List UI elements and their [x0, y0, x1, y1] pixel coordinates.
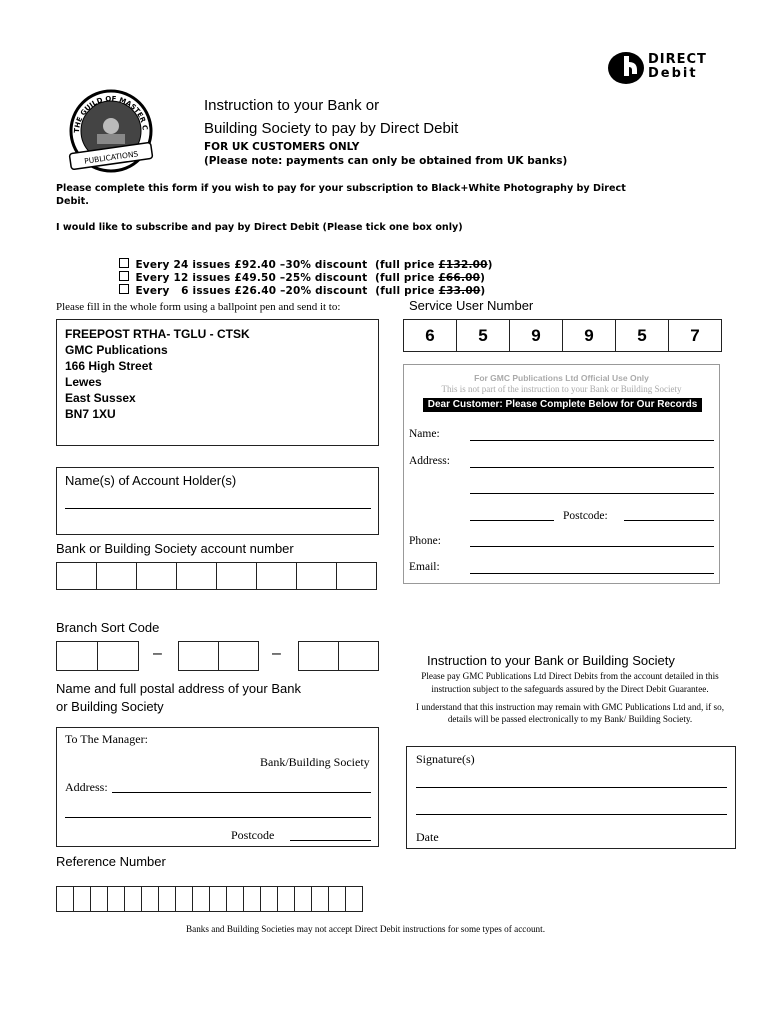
uk-note-text: (Please note: payments can only be obtained from UK banks): [204, 155, 568, 167]
reference-digit[interactable]: [311, 886, 329, 912]
sort-code-digit[interactable]: [218, 641, 259, 671]
name-input-line[interactable]: [470, 440, 714, 441]
bank-address-input-line-1[interactable]: [112, 792, 371, 793]
account-number-boxes: [56, 562, 377, 590]
sort-code-digit[interactable]: [298, 641, 339, 671]
sort-code-digit[interactable]: [56, 641, 98, 671]
bank-postcode-input-line[interactable]: [290, 840, 371, 841]
reference-digit[interactable]: [277, 886, 295, 912]
checkbox-24-issues[interactable]: [119, 258, 129, 268]
official-use-subtitle: This is not part of the instruction to your Bank or Building Society: [441, 384, 682, 394]
reference-digit[interactable]: [345, 886, 363, 912]
dear-customer-banner: Dear Customer: Please Complete Below for Our Records: [423, 398, 702, 412]
reference-digit[interactable]: [328, 886, 346, 912]
reference-digit[interactable]: [260, 886, 278, 912]
signature-input-line-2[interactable]: [416, 814, 727, 815]
checkbox-12-issues[interactable]: [119, 271, 129, 281]
account-number-digit[interactable]: [216, 562, 257, 590]
address-line: East Sussex: [65, 391, 136, 405]
bank-society-label: Bank/Building Society: [260, 755, 370, 769]
email-input-line[interactable]: [470, 573, 714, 574]
address-label: Address:: [409, 455, 450, 467]
reference-digit[interactable]: [56, 886, 74, 912]
reference-digit[interactable]: [175, 886, 193, 912]
bank-address-label-line2: or Building Society: [56, 699, 164, 714]
service-user-digit: 9: [509, 319, 563, 352]
reference-digit[interactable]: [73, 886, 91, 912]
address-input-line-1[interactable]: [470, 467, 714, 468]
date-label: Date: [416, 830, 439, 844]
send-instruction: Please fill in the whole form using a ballpoint pen and send it to:: [56, 301, 341, 313]
service-user-digit: 9: [562, 319, 616, 352]
bank-address-input-line-2[interactable]: [65, 817, 371, 818]
account-holder-box[interactable]: [56, 467, 379, 535]
direct-debit-line1: DIRECT: [648, 52, 707, 67]
direct-debit-logo: [606, 50, 722, 86]
bank-address-box: [56, 727, 379, 847]
intro-line1: Please complete this form if you wish to pay for your subscription to Black+White Photography by Direct: [56, 183, 626, 194]
sort-code-group-3: [298, 641, 379, 671]
sort-code-digit[interactable]: [338, 641, 379, 671]
guild-logo: [64, 86, 158, 180]
reference-digit[interactable]: [124, 886, 142, 912]
subscription-option-12[interactable]: Every 12 issues £49.50 –25% discount (full price £66.00): [104, 259, 493, 272]
signature-label: Signature(s): [416, 752, 475, 766]
sort-code-dash: –: [153, 645, 162, 662]
service-user-digit: 7: [668, 319, 722, 352]
guild-banner-text: PUBLICATIONS: [83, 149, 139, 166]
account-number-digit[interactable]: [336, 562, 377, 590]
instruction-p2-line1: I understand that this instruction may remain with GMC Publications Ltd and, if so,: [416, 702, 724, 712]
freepost-address-box: [56, 319, 379, 446]
service-user-digit: 6: [403, 319, 457, 352]
account-number-digit[interactable]: [256, 562, 297, 590]
instruction-title: Instruction to your Bank or Building Society: [427, 653, 675, 668]
reference-digit[interactable]: [243, 886, 261, 912]
official-use-box: [403, 364, 720, 584]
sort-code-group-2: [178, 641, 259, 671]
reference-digit[interactable]: [226, 886, 244, 912]
address-line: FREEPOST RTHA- TGLU - CTSK: [65, 327, 250, 341]
address-line: BN7 1XU: [65, 407, 116, 421]
service-user-digit: 5: [456, 319, 510, 352]
uk-only-text: FOR UK CUSTOMERS ONLY: [204, 141, 360, 153]
account-holder-label: Name(s) of Account Holder(s): [65, 473, 237, 488]
address-line: GMC Publications: [65, 343, 168, 357]
account-number-digit[interactable]: [96, 562, 137, 590]
phone-label: Phone:: [409, 535, 441, 547]
sort-code-digit[interactable]: [97, 641, 139, 671]
reference-digit[interactable]: [90, 886, 108, 912]
reference-number-label: Reference Number: [56, 854, 166, 869]
sort-code-label: Branch Sort Code: [56, 620, 160, 635]
checkbox-6-issues[interactable]: [119, 284, 129, 294]
service-user-digit: 5: [615, 319, 669, 352]
header-title-line1: Instruction to your Bank or: [204, 97, 380, 114]
reference-digit[interactable]: [209, 886, 227, 912]
service-user-number: [403, 319, 722, 352]
subscription-option-24[interactable]: Every 24 issues £92.40 –30% discount (full price £132.00): [104, 246, 493, 259]
account-number-digit[interactable]: [176, 562, 217, 590]
subscription-options: [104, 246, 493, 297]
address-input-line-2[interactable]: [470, 493, 714, 494]
address-line: 166 High Street: [65, 359, 153, 373]
guild-ring-text: THE GUILD OF MASTER C: [72, 94, 149, 134]
reference-number-boxes: [56, 886, 363, 912]
official-use-title: For GMC Publications Ltd Official Use Only: [474, 373, 649, 383]
sort-code-dash: –: [272, 645, 281, 662]
address-input-line-3[interactable]: [470, 520, 554, 521]
phone-input-line[interactable]: [470, 546, 714, 547]
sort-code-digit[interactable]: [178, 641, 219, 671]
signature-box: [406, 746, 736, 849]
bank-postcode-label: Postcode: [231, 828, 275, 842]
postcode-input-line[interactable]: [624, 520, 714, 521]
direct-debit-icon: [606, 50, 646, 86]
reference-digit[interactable]: [107, 886, 125, 912]
email-label: Email:: [409, 561, 440, 573]
footer-note: Banks and Building Societies may not accept Direct Debit instructions for some types of account.: [186, 924, 545, 934]
reference-digit[interactable]: [158, 886, 176, 912]
instruction-p1-line1: Please pay GMC Publications Ltd Direct Debits from the account detailed in this: [421, 671, 719, 681]
direct-debit-line2: Debit: [648, 66, 698, 81]
service-user-label: Service User Number: [409, 298, 534, 313]
instruction-p2-line2: details will be passed electronically to my Bank/ Building Society.: [447, 714, 693, 724]
header-title-line2: Building Society to pay by Direct Debit: [204, 120, 459, 137]
reference-digit[interactable]: [294, 886, 312, 912]
account-holder-input-line[interactable]: [65, 508, 371, 509]
subscription-option-6[interactable]: Every 6 issues £26.40 –20% discount (full price £33.00): [104, 272, 493, 285]
account-number-label: Bank or Building Society account number: [56, 541, 294, 556]
to-manager-label: To The Manager:: [65, 732, 148, 746]
reference-digit[interactable]: [192, 886, 210, 912]
instruction-p1-line2: instruction subject to the safeguards assured by the Direct Debit Guarantee.: [431, 684, 709, 694]
bank-address-field-label: Address:: [65, 780, 108, 794]
address-line: Lewes: [65, 375, 102, 389]
bank-address-label-line1: Name and full postal address of your Bank: [56, 681, 301, 696]
reference-digit[interactable]: [141, 886, 159, 912]
name-label: Name:: [409, 428, 440, 440]
account-number-digit[interactable]: [296, 562, 337, 590]
signature-input-line-1[interactable]: [416, 787, 727, 788]
account-number-digit[interactable]: [136, 562, 177, 590]
postcode-label: Postcode:: [563, 510, 608, 522]
sort-code-group-1: [56, 641, 139, 671]
account-number-digit[interactable]: [56, 562, 97, 590]
subscribe-text: I would like to subscribe and pay by Direct Debit (Please tick one box only): [56, 222, 463, 233]
intro-line2: Debit.: [56, 196, 89, 207]
